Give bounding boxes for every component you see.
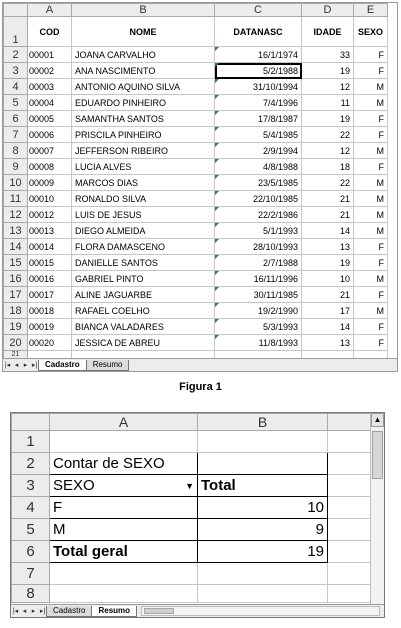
horizontal-scroll-thumb[interactable] [144, 608, 174, 614]
cell-idade[interactable]: 12 [302, 79, 354, 95]
cell-sexo[interactable]: F [354, 159, 388, 175]
cell-idade[interactable]: 21 [302, 207, 354, 223]
row-header[interactable]: 4 [4, 79, 28, 95]
cell-c8[interactable] [328, 585, 373, 603]
cell-nome[interactable]: DANIELLE SANTOS [72, 255, 215, 271]
cell-a1[interactable] [50, 431, 198, 453]
last-sheet-icon[interactable]: ▸| [39, 608, 46, 615]
cell-cod[interactable]: 00002 [28, 63, 72, 79]
row-header[interactable]: 12 [4, 207, 28, 223]
row-header[interactable]: 11 [4, 191, 28, 207]
header-cell-datanasc[interactable]: DATANASC [215, 17, 302, 47]
tab-resumo[interactable]: Resumo [86, 360, 130, 371]
cell-datanasc[interactable]: 5/4/1985 [215, 127, 302, 143]
cell-nome[interactable]: LUIS DE JESUS [72, 207, 215, 223]
cell-b2[interactable] [198, 453, 328, 475]
column-header-b[interactable]: B [198, 414, 328, 431]
cell-nome[interactable]: LUCIA ALVES [72, 159, 215, 175]
cell-idade[interactable]: 10 [302, 271, 354, 287]
row-header-5[interactable]: 5 [12, 519, 50, 541]
cell-datanasc[interactable]: 23/5/1985 [215, 175, 302, 191]
cell-idade[interactable]: 18 [302, 159, 354, 175]
resumo-spreadsheet [10, 412, 385, 618]
cell-datanasc[interactable]: 7/4/1996 [215, 95, 302, 111]
cell-sexo[interactable]: M [354, 191, 388, 207]
cell-sexo[interactable]: F [354, 47, 388, 63]
cell-sexo[interactable]: F [354, 111, 388, 127]
column-header-d[interactable]: D [302, 4, 354, 17]
dropdown-arrow-icon[interactable]: ▼ [185, 481, 194, 491]
cell-idade[interactable]: 22 [302, 175, 354, 191]
cell-datanasc[interactable]: 30/11/1985 [215, 287, 302, 303]
cell-c1[interactable] [328, 431, 373, 453]
cell-idade[interactable]: 19 [302, 63, 354, 79]
cell-datanasc[interactable]: 22/10/1985 [215, 191, 302, 207]
column-header-e[interactable]: E [354, 4, 388, 17]
cell-idade[interactable]: 21 [302, 191, 354, 207]
row-header[interactable]: 16 [4, 271, 28, 287]
cell-sexo[interactable]: F [354, 239, 388, 255]
cell-cod[interactable]: 00004 [28, 95, 72, 111]
cell-c6[interactable] [328, 541, 373, 563]
cell-idade[interactable]: 11 [302, 95, 354, 111]
table-row [4, 207, 388, 223]
row-header[interactable]: 19 [4, 319, 28, 335]
cadastro-grid [3, 3, 388, 359]
row-header-1[interactable]: 1 [4, 17, 28, 47]
next-sheet-icon[interactable]: ▸ [23, 362, 28, 369]
cell-sexo[interactable]: M [354, 79, 388, 95]
cell-cod[interactable]: 00005 [28, 111, 72, 127]
row-header[interactable]: 13 [4, 223, 28, 239]
sheet2-tab-bar [11, 604, 384, 617]
row-header[interactable]: 8 [4, 143, 28, 159]
column-header-a[interactable]: A [28, 4, 72, 17]
cell-idade[interactable]: 33 [302, 47, 354, 63]
cell-sexo[interactable]: F [354, 335, 388, 351]
cell-c4[interactable] [328, 497, 373, 519]
cell-sexo[interactable]: F [354, 127, 388, 143]
cell-datanasc[interactable]: 16/1/1974 [215, 47, 302, 63]
cell-cod[interactable]: 00012 [28, 207, 72, 223]
cell-idade[interactable]: 13 [302, 335, 354, 351]
pivot-grand-total-label[interactable]: Total geral [50, 541, 198, 563]
next-sheet-icon[interactable]: ▸ [31, 608, 36, 615]
cell-sexo[interactable]: M [354, 271, 388, 287]
cell-sexo[interactable]: M [354, 143, 388, 159]
cell-sexo[interactable]: M [354, 223, 388, 239]
cell-cod[interactable]: 00009 [28, 175, 72, 191]
row-header[interactable]: 9 [4, 159, 28, 175]
cell-nome[interactable]: RONALDO SILVA [72, 191, 215, 207]
table-row [4, 79, 388, 95]
header-cell-nome[interactable]: NOME [72, 17, 215, 47]
cell-nome[interactable]: ANA NASCIMENTO [72, 63, 215, 79]
figure-caption: Figura 1 [179, 381, 222, 393]
row-header[interactable]: 5 [4, 95, 28, 111]
row-header[interactable]: 21 [4, 351, 28, 359]
horizontal-scrollbar[interactable] [141, 606, 380, 616]
cell-c2[interactable] [328, 453, 373, 475]
cell-datanasc[interactable]: 31/10/1994 [215, 79, 302, 95]
cell-cod[interactable]: 00014 [28, 239, 72, 255]
table-row [4, 47, 388, 63]
cell-nome[interactable]: FLORA DAMASCENO [72, 239, 215, 255]
table-row [4, 303, 388, 319]
cell-sexo[interactable]: F [354, 63, 388, 79]
first-sheet-icon[interactable]: |◂ [4, 362, 11, 369]
cell-c3[interactable] [328, 475, 373, 497]
cell-datanasc[interactable]: 28/10/1993 [215, 239, 302, 255]
header-cell-sexo[interactable]: SEXO [354, 17, 388, 47]
cell-nome[interactable]: JOANA CARVALHO [72, 47, 215, 63]
cell-b1[interactable] [198, 431, 328, 453]
column-header-c[interactable] [328, 414, 373, 431]
vertical-scrollbar[interactable] [370, 413, 384, 604]
cell-cod[interactable]: 00019 [28, 319, 72, 335]
cell-idade[interactable]: 19 [302, 111, 354, 127]
cell-cod[interactable]: 00001 [28, 47, 72, 63]
row-header[interactable]: 18 [4, 303, 28, 319]
table-row [4, 159, 388, 175]
cell-datanasc[interactable]: 2/9/1994 [215, 143, 302, 159]
table-row [4, 63, 388, 79]
cell-c5[interactable] [328, 519, 373, 541]
cell-nome[interactable]: PRISCILA PINHEIRO [72, 127, 215, 143]
table-row [4, 223, 388, 239]
cell-sexo[interactable]: F [354, 255, 388, 271]
cell-idade[interactable]: 12 [302, 143, 354, 159]
table-row [4, 255, 388, 271]
row-header-1[interactable]: 1 [12, 431, 50, 453]
select-all-corner[interactable] [4, 4, 28, 17]
pivot-total-header[interactable]: Total [198, 475, 328, 497]
cell-a8[interactable] [50, 585, 198, 603]
cell-cod[interactable]: 00018 [28, 303, 72, 319]
cell-cod[interactable]: 00006 [28, 127, 72, 143]
row-header[interactable]: 14 [4, 239, 28, 255]
column-header-b[interactable]: B [72, 4, 215, 17]
cell-datanasc[interactable]: 4/8/1988 [215, 159, 302, 175]
cell-sexo[interactable]: M [354, 95, 388, 111]
cell-datanasc[interactable]: 19/2/1990 [215, 303, 302, 319]
row-header-4[interactable]: 4 [12, 497, 50, 519]
cell-nome[interactable]: DIEGO ALMEIDA [72, 223, 215, 239]
cell-nome[interactable]: JEFFERSON RIBEIRO [72, 143, 215, 159]
cell-nome[interactable]: BIANCA VALADARES [72, 319, 215, 335]
cell-datanasc[interactable]: 22/2/1986 [215, 207, 302, 223]
cell-datanasc[interactable]: 5/3/1993 [215, 319, 302, 335]
select-all-corner[interactable] [12, 414, 50, 431]
tab-cadastro[interactable]: Cadastro [38, 360, 87, 371]
cell-nome[interactable]: RAFAEL COELHO [72, 303, 215, 319]
cell-sexo[interactable]: F [354, 287, 388, 303]
cell-datanasc[interactable]: 17/8/1987 [215, 111, 302, 127]
pivot-item-m[interactable]: M [50, 519, 198, 541]
cell-cod[interactable]: 00013 [28, 223, 72, 239]
header-cell-cod[interactable]: COD [28, 17, 72, 47]
pivot-value-f[interactable]: 10 [198, 497, 328, 519]
cell-idade[interactable]: 14 [302, 319, 354, 335]
cell-nome[interactable]: SAMANTHA SANTOS [72, 111, 215, 127]
cell-cod[interactable]: 00007 [28, 143, 72, 159]
pivot-row-field-label: SEXO [53, 477, 95, 494]
row-header[interactable]: 20 [4, 335, 28, 351]
row-header[interactable]: 17 [4, 287, 28, 303]
cell-cod[interactable]: 00008 [28, 159, 72, 175]
table-row [4, 111, 388, 127]
table-row [4, 319, 388, 335]
table-row [4, 271, 388, 287]
cell-cod[interactable]: 00016 [28, 271, 72, 287]
prev-sheet-icon[interactable]: ◂ [14, 362, 19, 369]
table-row [4, 175, 388, 191]
cell-b8[interactable] [198, 585, 328, 603]
cell-b7[interactable] [198, 563, 328, 585]
cell-datanasc[interactable]: 2/7/1988 [215, 255, 302, 271]
cell-sexo[interactable]: M [354, 207, 388, 223]
pivot-grand-total-value[interactable]: 19 [198, 541, 328, 563]
cell-nome[interactable]: ALINE JAGUARBE [72, 287, 215, 303]
cell-nome[interactable]: GABRIEL PINTO [72, 271, 215, 287]
row-header[interactable]: 2 [4, 47, 28, 63]
sheet1-tab-bar [3, 358, 397, 371]
row-header-8[interactable]: 8 [12, 585, 50, 603]
cell-nome[interactable]: EDUARDO PINHEIRO [72, 95, 215, 111]
cell-cod[interactable]: 00003 [28, 79, 72, 95]
table-row [4, 143, 388, 159]
table-row [4, 127, 388, 143]
cell-cod[interactable]: 00020 [28, 335, 72, 351]
scroll-up-icon[interactable]: ▲ [371, 413, 384, 427]
cadastro-spreadsheet [2, 2, 398, 372]
header-cell-idade[interactable]: IDADE [302, 17, 354, 47]
table-row [4, 335, 388, 351]
pivot-item-f[interactable]: F [50, 497, 198, 519]
column-header-c[interactable]: C [215, 4, 302, 17]
first-sheet-icon[interactable]: |◂ [12, 608, 19, 615]
cell-idade[interactable]: 21 [302, 287, 354, 303]
cell-sexo[interactable]: F [354, 319, 388, 335]
cell-idade[interactable]: 17 [302, 303, 354, 319]
cell-sexo[interactable]: M [354, 303, 388, 319]
cell-c7[interactable] [328, 563, 373, 585]
table-row [4, 191, 388, 207]
tab-resumo[interactable]: Resumo [91, 606, 137, 617]
cell-nome[interactable]: JESSICA DE ABREU [72, 335, 215, 351]
resumo-pivot-grid [11, 413, 373, 603]
row-header[interactable]: 10 [4, 175, 28, 191]
cell-idade[interactable]: 19 [302, 255, 354, 271]
vertical-scroll-thumb[interactable] [372, 431, 383, 479]
prev-sheet-icon[interactable]: ◂ [22, 608, 27, 615]
cell-idade[interactable]: 22 [302, 127, 354, 143]
table-row [4, 287, 388, 303]
cell-datanasc[interactable]: 5/1/1993 [215, 223, 302, 239]
table-row [4, 95, 388, 111]
cell-nome[interactable]: ANTONIO AQUINO SILVA [72, 79, 215, 95]
cell-cod[interactable]: 00017 [28, 287, 72, 303]
pivot-row-field-sexo[interactable] [50, 475, 198, 497]
row-header[interactable]: 3 [4, 63, 28, 79]
cell-idade[interactable]: 13 [302, 239, 354, 255]
cell-cod[interactable]: 00010 [28, 191, 72, 207]
row-header[interactable]: 7 [4, 127, 28, 143]
cell-nome[interactable]: MARCOS DIAS [72, 175, 215, 191]
row-header-6[interactable]: 6 [12, 541, 50, 563]
row-header-3[interactable]: 3 [12, 475, 50, 497]
tab-cadastro[interactable]: Cadastro [46, 606, 92, 617]
cell-cod[interactable]: 00015 [28, 255, 72, 271]
cell-idade[interactable]: 14 [302, 223, 354, 239]
cell-datanasc[interactable]: 16/11/1996 [215, 271, 302, 287]
column-header-a[interactable]: A [50, 414, 198, 431]
row-header-7[interactable]: 7 [12, 563, 50, 585]
pivot-value-m[interactable]: 9 [198, 519, 328, 541]
row-header[interactable]: 15 [4, 255, 28, 271]
last-sheet-icon[interactable]: ▸| [31, 362, 38, 369]
cell-a7[interactable] [50, 563, 198, 585]
row-header-2[interactable]: 2 [12, 453, 50, 475]
cell-datanasc[interactable]: 5/2/1988 [215, 63, 302, 79]
cell-sexo[interactable]: M [354, 175, 388, 191]
table-row [4, 239, 388, 255]
cell-datanasc[interactable]: 11/8/1993 [215, 335, 302, 351]
row-header[interactable]: 6 [4, 111, 28, 127]
pivot-data-field-label[interactable]: Contar de SEXO [50, 453, 198, 475]
